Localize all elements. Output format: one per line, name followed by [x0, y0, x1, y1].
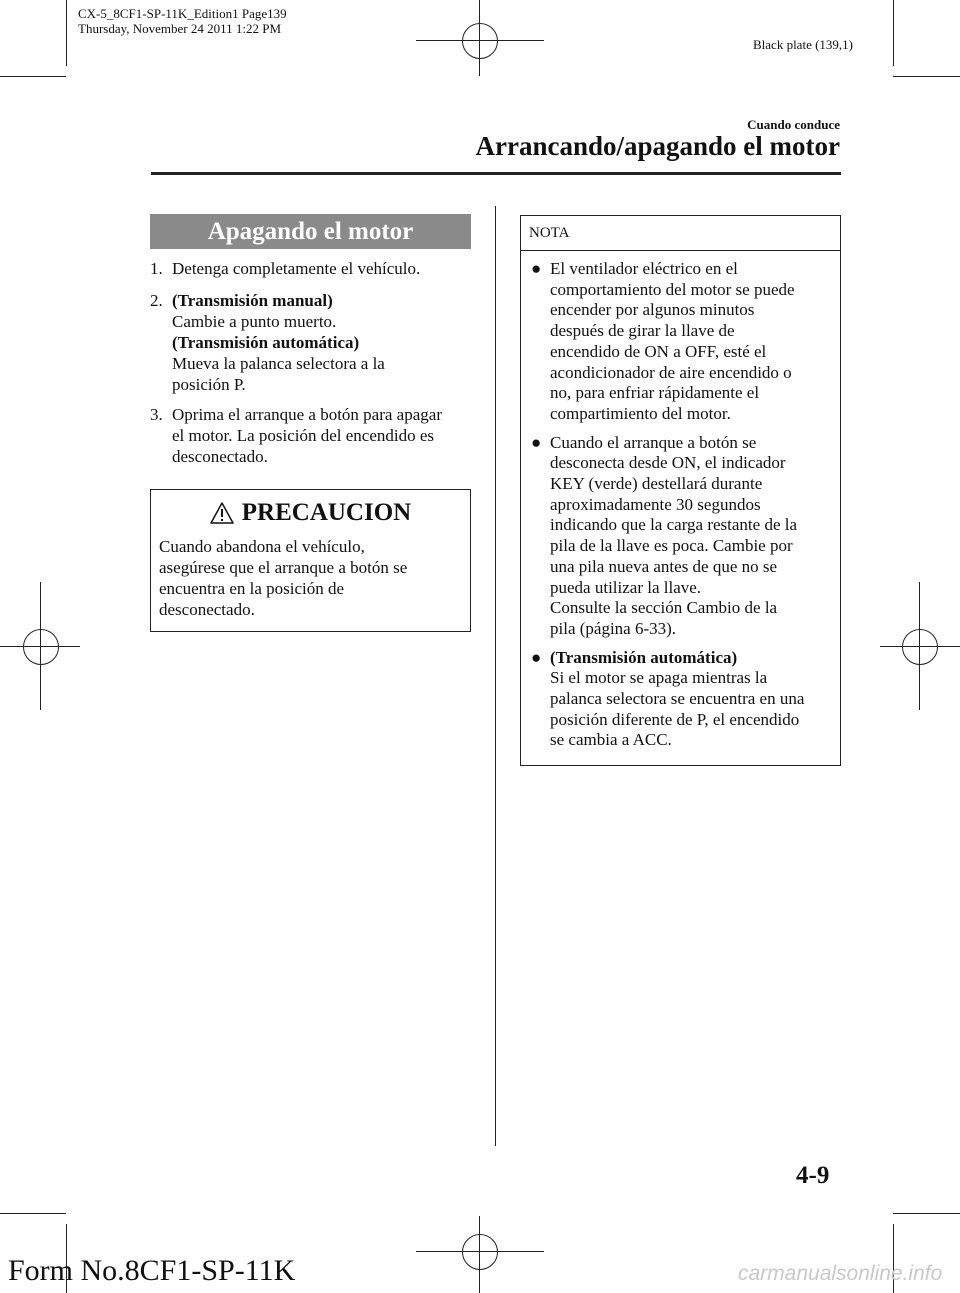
note-line: indicando que la carga restante de la: [550, 515, 798, 535]
note-item: [521, 433, 840, 640]
step-2: [150, 290, 480, 395]
note-subheading: (Transmisión automática): [550, 647, 738, 667]
bullet-icon: ●: [531, 432, 542, 452]
chapter-label: Cuando conduce: [747, 117, 840, 132]
note-line: desconecta desde ON, el indicador: [550, 453, 786, 473]
step-text: Cambie a punto muerto.: [172, 312, 337, 331]
crop-mark: [66, 0, 67, 66]
note-heading: NOTA: [521, 216, 840, 251]
note-line: posición diferente de P, el encendido: [550, 709, 800, 729]
step-number: 3.: [150, 405, 163, 424]
step-text: Mueva la palanca selectora a la: [172, 354, 385, 373]
note-box: [520, 215, 841, 766]
note-line: aproximadamente 30 segundos: [550, 494, 761, 514]
step-text: el motor. La posición del encendido es: [172, 426, 435, 445]
print-date-line: Thursday, November 24 2011 1:22 PM: [78, 21, 282, 36]
note-line: pila de la llave es poca. Cambie por: [550, 536, 793, 556]
bullet-icon: ●: [531, 647, 542, 667]
note-line: pila (página 6-33).: [550, 618, 677, 638]
caution-body: [151, 536, 470, 620]
page-title: Apagando el motor: [150, 214, 471, 249]
column-divider: [495, 206, 496, 1146]
caution-line: asegúrese que el arranque a botón se: [159, 558, 408, 577]
registration-circle: [462, 1234, 498, 1270]
step-number: 2.: [150, 291, 163, 310]
note-line: una pila nueva antes de que no se: [550, 556, 778, 576]
caution-title: PRECAUCION: [241, 499, 412, 526]
note-item: [521, 648, 840, 752]
caution-line: desconectado.: [159, 600, 255, 619]
note-line: acondicionador de aire encendido o: [550, 362, 792, 382]
caution-box: [150, 489, 471, 632]
registration-circle: [23, 629, 59, 665]
step-text: posición P.: [172, 375, 246, 394]
note-line: pueda utilizar la llave.: [550, 577, 702, 597]
step-1: [150, 258, 480, 279]
note-line: palanca selectora se encuentra en una: [550, 689, 805, 709]
section-title: Arrancando/apagando el motor: [475, 131, 840, 161]
note-line: Consulte la sección Cambio de la: [550, 598, 778, 618]
crop-mark: [893, 0, 894, 66]
page-number: 4-9: [796, 1162, 830, 1189]
step-text: desconectado.: [172, 447, 268, 466]
step-subheading: (Transmisión automática): [172, 333, 360, 352]
step-3: [150, 404, 480, 467]
registration-circle: [902, 629, 938, 665]
note-line: no, para enfriar rápidamente el: [550, 383, 760, 403]
note-line: encendido de ON a OFF, esté el: [550, 341, 767, 361]
note-list: [521, 251, 840, 751]
bullet-icon: ●: [531, 259, 542, 278]
crop-mark: [0, 76, 66, 77]
step-subheading: (Transmisión manual): [172, 291, 333, 310]
step-number: 1.: [150, 259, 163, 278]
caution-line: encuentra en la posición de: [159, 579, 345, 598]
warning-icon: [210, 502, 234, 524]
form-number: Form No.8CF1-SP-11K: [8, 1254, 296, 1287]
note-line: Si el motor se apaga mientras la: [550, 668, 768, 688]
print-job-line: CX-5_8CF1-SP-11K_Edition1 Page139: [78, 6, 287, 21]
step-text: Detenga completamente el vehículo.: [172, 259, 421, 278]
caution-line: Cuando abandona el vehículo,: [159, 537, 365, 556]
note-line: KEY (verde) destellará durante: [550, 474, 763, 494]
note-item: [521, 259, 840, 425]
crop-mark: [0, 1213, 66, 1214]
note-line: encender por algunos minutos: [550, 300, 755, 320]
step-text: Oprima el arranque a botón para apagar: [172, 405, 442, 424]
crop-mark: [893, 1213, 960, 1214]
note-line: se cambia a ACC.: [550, 730, 672, 750]
header-rule: [151, 172, 841, 175]
watermark-text: carmanualsonline.info: [738, 1262, 943, 1285]
note-line: El ventilador eléctrico en el: [550, 259, 738, 278]
caution-heading: [151, 490, 470, 536]
crop-mark: [893, 76, 960, 77]
note-line: compartimiento del motor.: [550, 403, 731, 423]
registration-circle: [462, 23, 498, 59]
note-line: Cuando el arranque a botón se: [550, 432, 757, 452]
note-line: después de girar la llave de: [550, 321, 735, 341]
print-job-info: [78, 6, 287, 36]
plate-label: Black plate (139,1): [753, 37, 853, 52]
note-line: comportamiento del motor se puede: [550, 279, 795, 299]
